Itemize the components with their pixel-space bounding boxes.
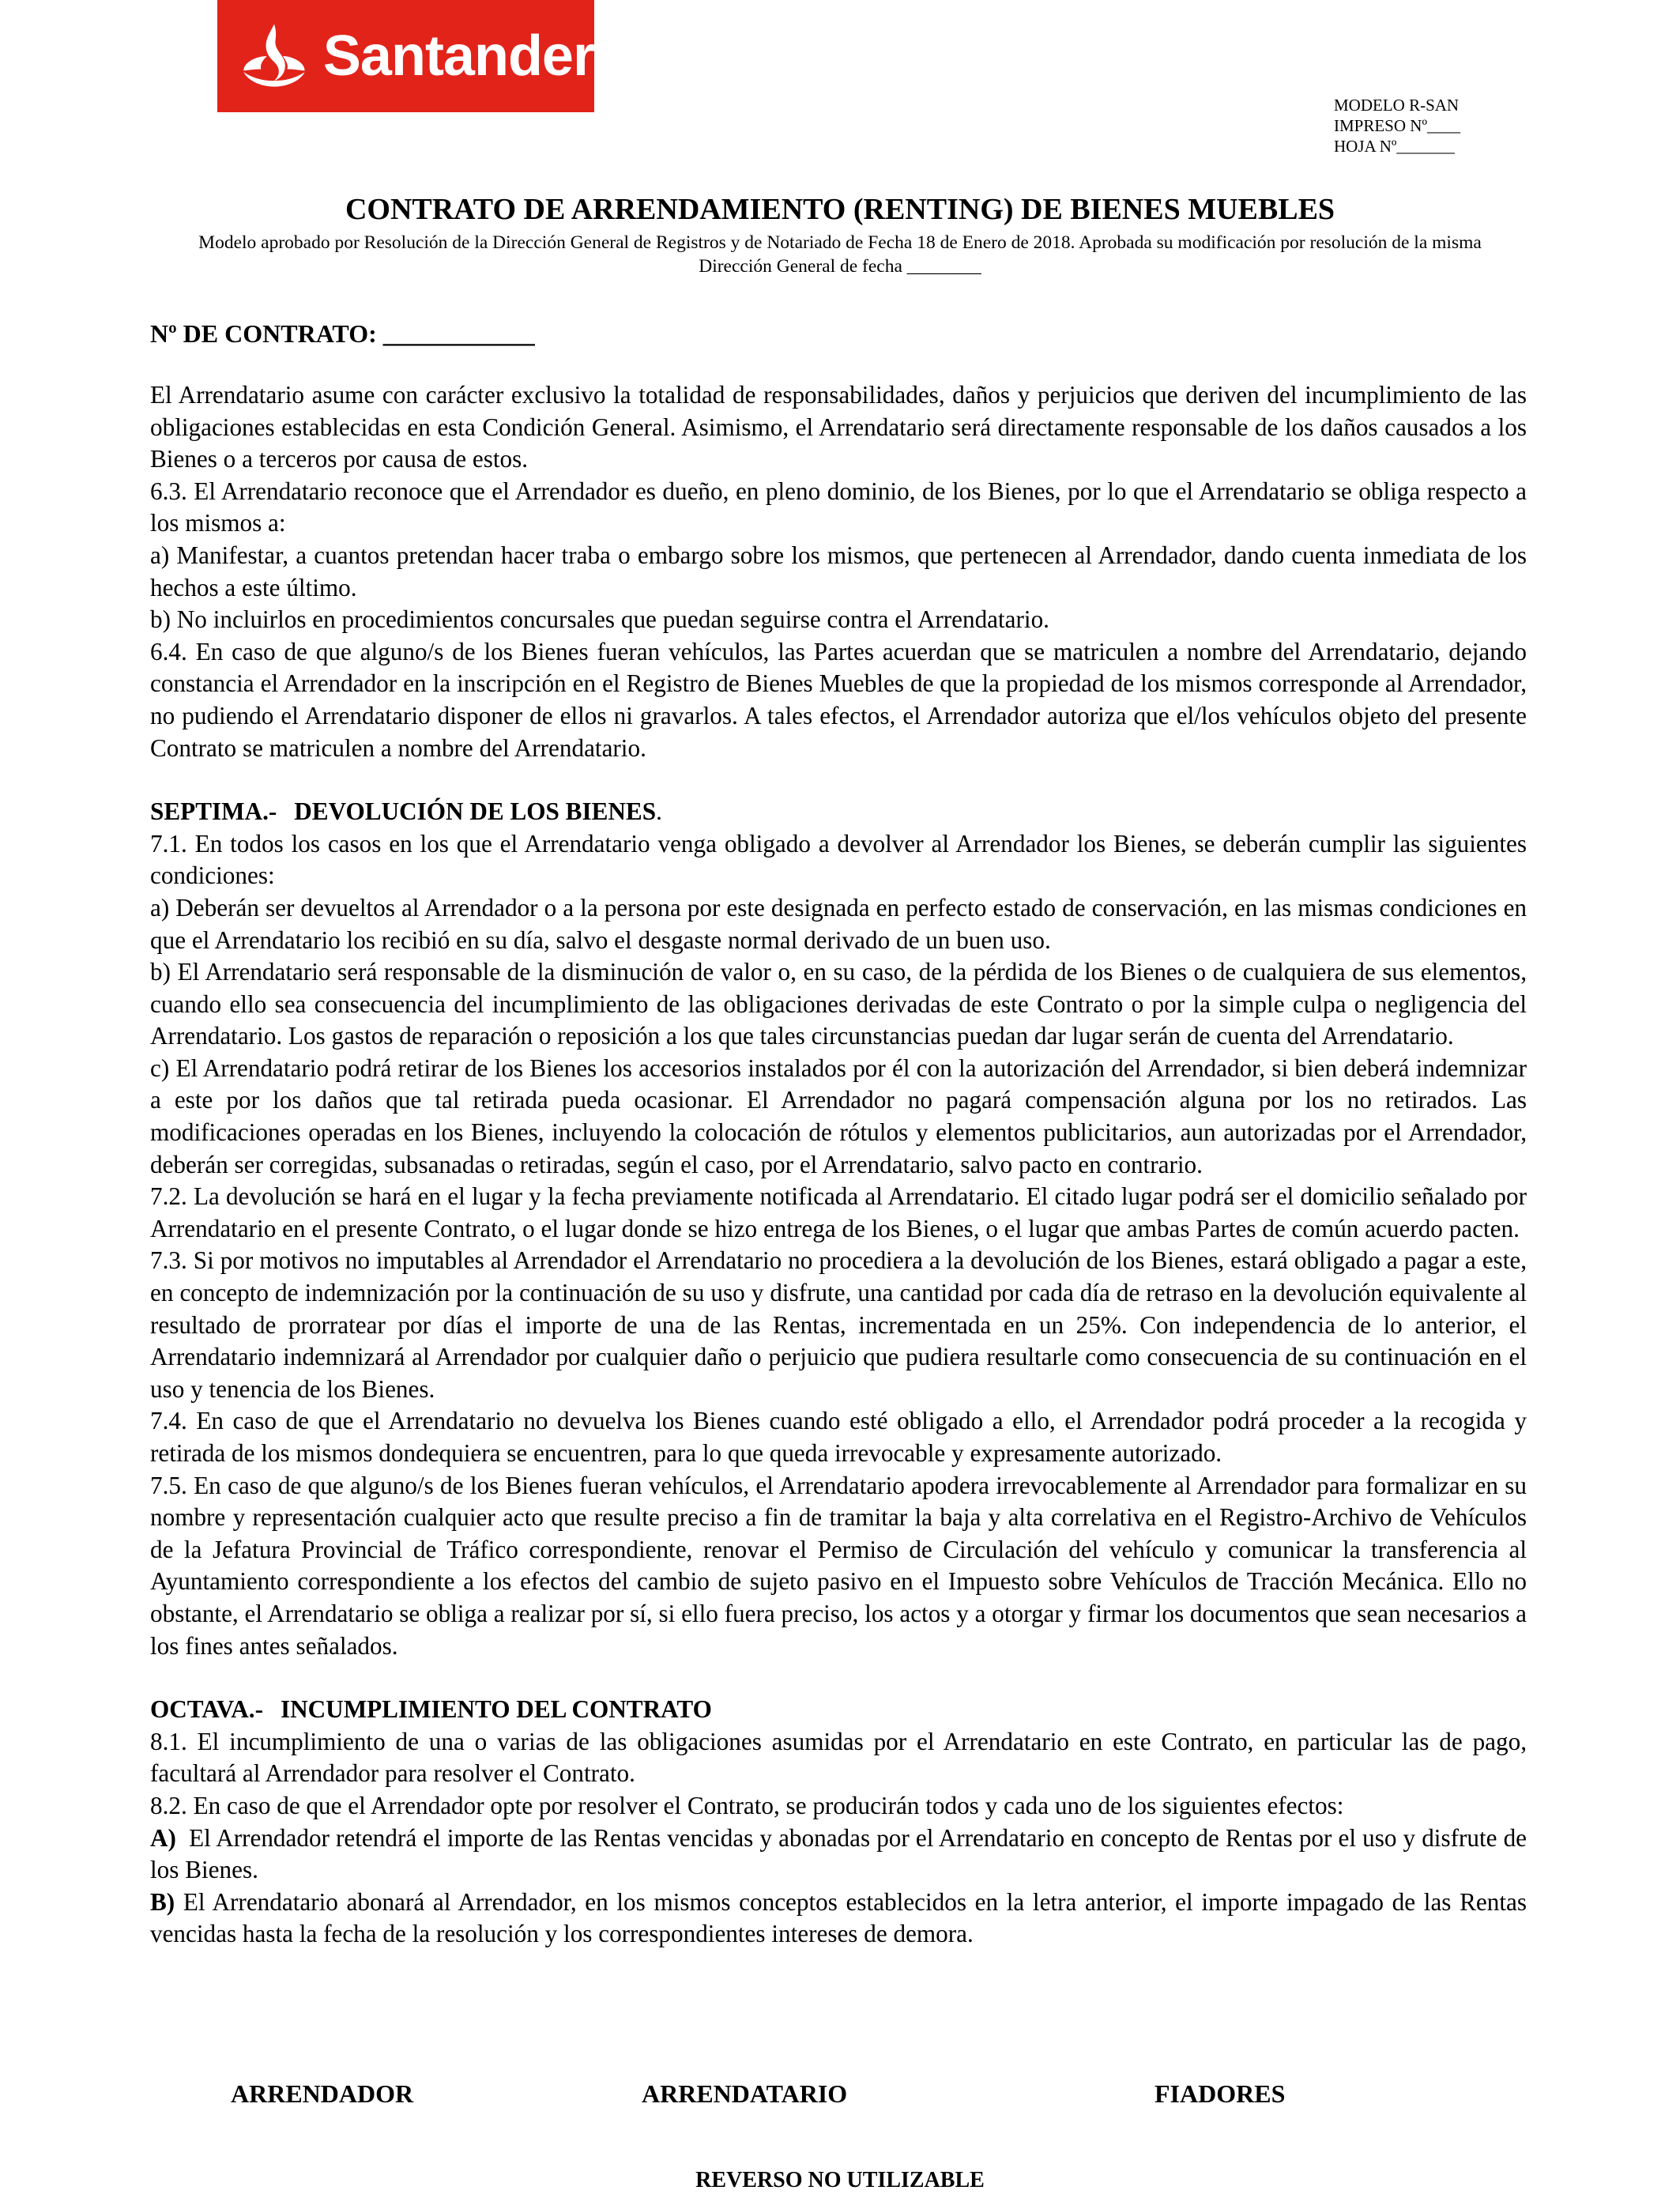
clause-7-2: 7.2. La devolución se hará en el lugar y la fecha previamente notificada al Arrendatario. El citado lugar podrá ser el domicilio señalado por Arrendatario en el presente Contrato, o el lugar donde se hizo entrega de los Bienes, o el lugar que ambas Partes de común acuerdo pacten.: [150, 1182, 1527, 1242]
heading-title: INCUMPLIMIENTO DEL CONTRATO: [280, 1695, 712, 1724]
paragraph: El Arrendatario asume con carácter exclusivo la totalidad de responsabilidades, daños y perjuicios que deriven del incumplimiento de las obligaciones establecidas en esta Condición General. Asimismo, el Arrendatario será directamente responsable de los daños causados a los Bienes o a terceros por causa de estos.: [150, 381, 1527, 473]
heading-number: SEPTIMA.-: [150, 797, 277, 826]
signature-arrendador: ARRENDADOR: [231, 2079, 414, 2108]
clause-7-1-b: b) El Arrendatario será responsable de la disminución de valor o, en su caso, de la pérdida de los Bienes o de cualquiera de sus elementos, cuando ello sea consecuencia del incumplimiento de las obligaciones derivadas de este Contrato o por la simple culpa o negligencia del Arrendatario. Los gastos de reparación o reposición a los que tales circunstancias puedan dar lugar serán de cuenta del Arrendatario.: [150, 958, 1527, 1050]
signature-fiadores: FIADORES: [1155, 2079, 1286, 2108]
signature-arrendatario: ARRENDATARIO: [642, 2079, 848, 2108]
heading-number: OCTAVA.-: [150, 1695, 263, 1724]
contract-body: [150, 379, 1527, 1951]
clause-7-4: 7.4. En caso de que el Arrendatario no devuelva los Bienes cuando esté obligado a ello, el Arrendador podrá proceder a la recogida y retirada de los mismos dondequiera se encuentren, para lo que queda irrevocable y expresamente autorizado.: [150, 1407, 1527, 1467]
clause-6-4: 6.4. En caso de que alguno/s de los Bienes fueran vehículos, las Partes acuerdan que se matriculen a nombre del Arrendatario, dejando constancia el Arrendador en la inscripción en el Registro de Bienes Muebles de que la propiedad de los mismos corresponde al Arrendador, no pudiendo el Arrendatario disponer de ellos ni gravarlos. A tales efectos, el Arrendador autoriza que el/los vehículos objeto del presente Contrato se matriculen a nombre del Arrendatario.: [150, 637, 1527, 762]
impreso-number: IMPRESO Nº____: [1334, 116, 1460, 135]
clause-6-3-a: a) Manifestar, a cuantos pretendan hacer traba o embargo sobre los mismos, que pertenecen al Arrendador, dando cuenta inmediata de los hechos a este último.: [150, 541, 1527, 601]
sheet-number: HOJA Nº_______: [1334, 137, 1455, 156]
clause-8-1: 8.1. El incumplimiento de una o varias de las obligaciones asumidas por el Arrendatario en este Contrato, en particular las de pago, facultará al Arrendador para resolver el Contrato.: [150, 1727, 1527, 1788]
footer-note: REVERSO NO UTILIZABLE: [695, 2168, 985, 2192]
section-heading-septima: SEPTIMA.- DEVOLUCIÓN DE LOS BIENES.: [150, 797, 662, 826]
item-label: B): [150, 1887, 175, 1916]
clause-8-2: 8.2. En caso de que el Arrendador opte por resolver el Contrato, se producirán todos y cada uno de los siguientes efectos:: [150, 1791, 1344, 1819]
section-heading-octava: [150, 1694, 1527, 1726]
clause-7-1-a: a) Deberán ser devueltos al Arrendador o a la persona por este designada en perfecto estado de conservación, en las mismas condiciones en que el Arrendatario los recibió en su día, salvo el desgaste normal derivado de un buen uso.: [150, 893, 1527, 954]
santander-logo: [217, 0, 594, 112]
clause-6-3-b: b) No incluirlos en procedimientos concursales que puedan seguirse contra el Arrendatario.: [150, 605, 1049, 634]
signature-row: [0, 2079, 1680, 2111]
document-title: CONTRATO DE ARRENDAMIENTO (RENTING) DE BIENES MUEBLES: [345, 193, 1335, 226]
flame-icon: [238, 20, 311, 92]
item-text: El Arrendatario abonará al Arrendador, en los mismos conceptos establecidos en la letra anterior, el importe impagado de las Rentas vencidas hasta la fecha de la resolución y los correspondientes intereses de demora.: [150, 1887, 1527, 1948]
clause-7-5: 7.5. En caso de que alguno/s de los Bienes fueran vehículos, el Arrendatario apodera irrevocablemente al Arrendador para formalizar en su nombre y representación cualquier acto que resulte preciso a fin de tramitar la baja y alta correlativa en el Registro-Archivo de Vehículos de la Jefatura Provincial de Tráfico correspondiente, renovar el Permiso de Circulación del vehículo y comunicar la transferencia al Ayuntamiento correspondiente a los efectos del cambio de sujeto pasivo en el Impuesto sobre Vehículos de Tracción Mecánica. Ello no obstante, el Arrendatario se obliga a realizar por sí, si ello fuera preciso, los actos y a otorgar y firmar los documentos que sean necesarios a los fines antes señalados.: [150, 1471, 1527, 1660]
clause-7-1: 7.1. En todos los casos en los que el Arrendatario venga obligado a devolver al Arrendador los Bienes, se deberán cumplir las siguientes condiciones:: [150, 829, 1527, 890]
model-info: [1334, 95, 1460, 156]
clause-8-2-b: [150, 1887, 1527, 1951]
document-subtitle: Modelo aprobado por Resolución de la Dirección General de Registros y de Notariado de Fecha 18 de Enero de 2018. Aprobada su modificación por resolución de la misma Dirección General de fecha ________: [198, 232, 1482, 277]
brand-name: Santander: [322, 25, 594, 88]
clause-8-2-a: [150, 1823, 1527, 1887]
item-label: A): [150, 1823, 176, 1852]
item-text: El Arrendador retendrá el importe de las Rentas vencidas y abonadas por el Arrendatario en concepto de Rentas por el uso y disfrute de los Bienes.: [150, 1823, 1527, 1884]
heading-title: DEVOLUCIÓN DE LOS BIENES: [294, 797, 657, 826]
model-code: MODELO R-SAN: [1334, 96, 1460, 115]
clause-6-3: 6.3. El Arrendatario reconoce que el Arrendador es dueño, en pleno dominio, de los Bienes, por lo que el Arrendatario se obliga respecto a los mismos a:: [150, 477, 1527, 537]
clause-7-3: 7.3. Si por motivos no imputables al Arrendador el Arrendatario no procediera a la devolución de los Bienes, estará obligado a pagar a este, en concepto de indemnización por la continuación de su uso y disfrute, una cantidad por cada día de retraso en la devolución equivalente al resultado de prorratear por días el importe de una de las Rentas, incrementada en un 25%. Con independencia de lo anterior, el Arrendatario indemnizará al Arrendador por cualquier daño o perjuicio que pudiera resultarle como consecuencia de su continuación en el uso y tenencia de los Bienes.: [150, 1246, 1527, 1403]
clause-7-1-c: c) El Arrendatario podrá retirar de los Bienes los accesorios instalados por él con la autorización del Arrendador, si bien deberá indemnizar a este por los daños que tal retirada pueda ocasionar. El Arrendador no pagará compensación alguna por los no retirados. Las modificaciones operadas en los Bienes, incluyendo la colocación de rótulos y elementos publicitarios, aun autorizadas por el Arrendador, deberán ser corregidas, subsanadas o retiradas, según el caso, por el Arrendatario, salvo pacto en contrario.: [150, 1054, 1527, 1178]
contract-number-label: Nº DE CONTRATO: ____________: [150, 319, 535, 348]
